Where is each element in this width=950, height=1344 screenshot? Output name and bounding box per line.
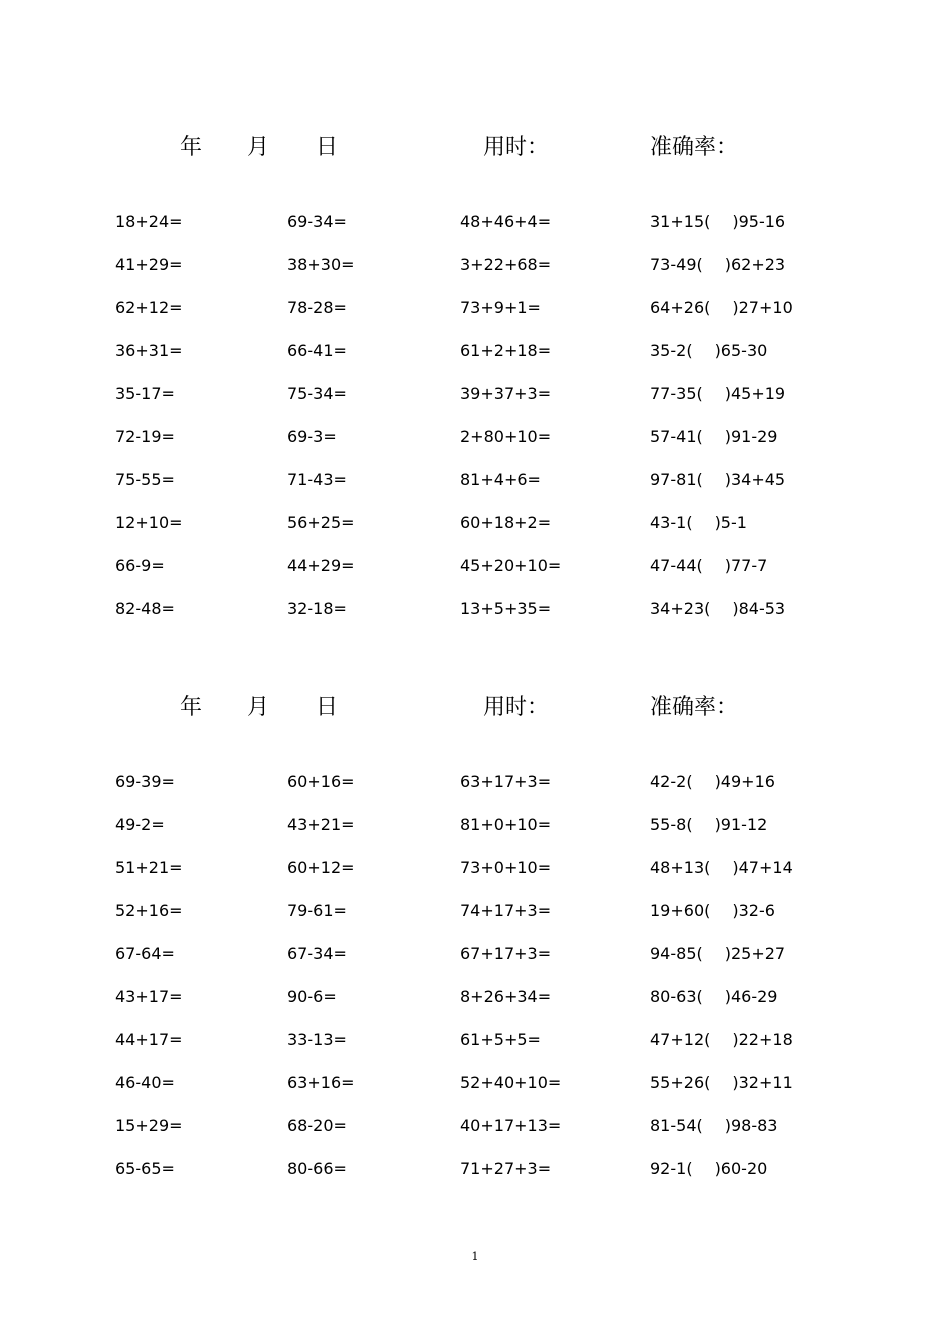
comparison-left: 64+26( bbox=[650, 298, 711, 317]
arithmetic-problem: 43+17= bbox=[115, 987, 183, 1006]
header-time-label: 用时： bbox=[483, 695, 550, 720]
comparison-left: 73-49( bbox=[650, 255, 703, 274]
comparison-left: 31+15( bbox=[650, 212, 711, 231]
arithmetic-problem: 71-43= bbox=[287, 470, 347, 489]
comparison-left: 35-2( bbox=[650, 341, 693, 360]
arithmetic-problem: 62+12= bbox=[115, 298, 183, 317]
comparison-problem bbox=[650, 384, 785, 404]
worksheet-section bbox=[0, 690, 950, 1230]
comparison-right: )32-6 bbox=[732, 901, 775, 920]
arithmetic-problem: 61+5+5= bbox=[460, 1030, 541, 1049]
comparison-left: 94-85( bbox=[650, 944, 703, 963]
comparison-problem bbox=[650, 772, 775, 792]
comparison-left: 92-1( bbox=[650, 1159, 693, 1178]
arithmetic-problem: 66-41= bbox=[287, 341, 347, 360]
comparison-problem bbox=[650, 944, 785, 964]
arithmetic-problem: 63+17+3= bbox=[460, 772, 552, 791]
comparison-left: 97-81( bbox=[650, 470, 703, 489]
problem-row bbox=[0, 815, 950, 858]
problem-grid bbox=[0, 772, 950, 1202]
comparison-right: )84-53 bbox=[732, 599, 786, 618]
header-year-label: 年 bbox=[180, 135, 203, 160]
arithmetic-problem: 43+21= bbox=[287, 815, 355, 834]
arithmetic-problem: 40+17+13= bbox=[460, 1116, 562, 1135]
problem-row bbox=[0, 255, 950, 298]
comparison-left: 77-35( bbox=[650, 384, 703, 403]
comparison-left: 34+23( bbox=[650, 599, 711, 618]
problem-grid bbox=[0, 212, 950, 642]
comparison-right: )45+19 bbox=[724, 384, 786, 403]
comparison-right: )49+16 bbox=[714, 772, 775, 791]
arithmetic-problem: 49-2= bbox=[115, 815, 165, 834]
arithmetic-problem: 38+30= bbox=[287, 255, 355, 274]
header-day-label: 日 bbox=[316, 135, 339, 160]
arithmetic-problem: 78-28= bbox=[287, 298, 347, 317]
arithmetic-problem: 35-17= bbox=[115, 384, 175, 403]
comparison-right: )77-7 bbox=[724, 556, 768, 575]
comparison-right: )98-83 bbox=[724, 1116, 778, 1135]
problem-row bbox=[0, 298, 950, 341]
comparison-problem bbox=[650, 470, 785, 490]
arithmetic-problem: 81+0+10= bbox=[460, 815, 552, 834]
problem-row bbox=[0, 384, 950, 427]
header-accuracy-label: 准确率： bbox=[650, 135, 739, 160]
comparison-left: 48+13( bbox=[650, 858, 711, 877]
arithmetic-problem: 44+17= bbox=[115, 1030, 183, 1049]
arithmetic-problem: 18+24= bbox=[115, 212, 183, 231]
arithmetic-problem: 74+17+3= bbox=[460, 901, 552, 920]
problem-row bbox=[0, 1159, 950, 1202]
arithmetic-problem: 75-34= bbox=[287, 384, 347, 403]
arithmetic-problem: 60+12= bbox=[287, 858, 355, 877]
comparison-problem bbox=[650, 1073, 793, 1093]
comparison-right: )32+11 bbox=[732, 1073, 793, 1092]
header-month-label: 月 bbox=[247, 695, 270, 720]
comparison-problem bbox=[650, 298, 793, 318]
arithmetic-problem: 79-61= bbox=[287, 901, 347, 920]
arithmetic-problem: 51+21= bbox=[115, 858, 183, 877]
comparison-left: 19+60( bbox=[650, 901, 711, 920]
arithmetic-problem: 80-66= bbox=[287, 1159, 347, 1178]
arithmetic-problem: 39+37+3= bbox=[460, 384, 552, 403]
comparison-right: )22+18 bbox=[732, 1030, 793, 1049]
arithmetic-problem: 69-34= bbox=[287, 212, 347, 231]
arithmetic-problem: 56+25= bbox=[287, 513, 355, 532]
comparison-problem bbox=[650, 987, 777, 1007]
arithmetic-problem: 69-3= bbox=[287, 427, 337, 446]
arithmetic-problem: 73+9+1= bbox=[460, 298, 541, 317]
section-header bbox=[0, 130, 950, 170]
arithmetic-problem: 81+4+6= bbox=[460, 470, 541, 489]
arithmetic-problem: 45+20+10= bbox=[460, 556, 562, 575]
arithmetic-problem: 44+29= bbox=[287, 556, 355, 575]
comparison-right: )60-20 bbox=[714, 1159, 768, 1178]
comparison-problem bbox=[650, 815, 767, 835]
header-accuracy-label: 准确率： bbox=[650, 695, 739, 720]
arithmetic-problem: 60+18+2= bbox=[460, 513, 552, 532]
problem-row bbox=[0, 1073, 950, 1116]
arithmetic-problem: 46-40= bbox=[115, 1073, 175, 1092]
comparison-left: 55+26( bbox=[650, 1073, 711, 1092]
arithmetic-problem: 41+29= bbox=[115, 255, 183, 274]
problem-row bbox=[0, 341, 950, 384]
comparison-left: 57-41( bbox=[650, 427, 703, 446]
comparison-left: 43-1( bbox=[650, 513, 693, 532]
comparison-right: )95-16 bbox=[732, 212, 786, 231]
arithmetic-problem: 63+16= bbox=[287, 1073, 355, 1092]
comparison-right: )46-29 bbox=[724, 987, 778, 1006]
arithmetic-problem: 12+10= bbox=[115, 513, 183, 532]
arithmetic-problem: 3+22+68= bbox=[460, 255, 552, 274]
worksheet-section bbox=[0, 130, 950, 670]
problem-row bbox=[0, 944, 950, 987]
problem-row bbox=[0, 470, 950, 513]
comparison-problem bbox=[650, 1030, 793, 1050]
arithmetic-problem: 68-20= bbox=[287, 1116, 347, 1135]
problem-row bbox=[0, 599, 950, 642]
arithmetic-problem: 82-48= bbox=[115, 599, 175, 618]
arithmetic-problem: 66-9= bbox=[115, 556, 165, 575]
comparison-left: 55-8( bbox=[650, 815, 693, 834]
arithmetic-problem: 61+2+18= bbox=[460, 341, 552, 360]
problem-row bbox=[0, 772, 950, 815]
problem-row bbox=[0, 858, 950, 901]
arithmetic-problem: 8+26+34= bbox=[460, 987, 552, 1006]
comparison-problem bbox=[650, 513, 747, 533]
comparison-right: )25+27 bbox=[724, 944, 786, 963]
problem-row bbox=[0, 556, 950, 599]
comparison-left: 42-2( bbox=[650, 772, 693, 791]
arithmetic-problem: 33-13= bbox=[287, 1030, 347, 1049]
problem-row bbox=[0, 901, 950, 944]
comparison-right: )27+10 bbox=[732, 298, 793, 317]
arithmetic-problem: 2+80+10= bbox=[460, 427, 552, 446]
comparison-problem bbox=[650, 1159, 767, 1179]
comparison-left: 81-54( bbox=[650, 1116, 703, 1135]
comparison-right: )5-1 bbox=[714, 513, 747, 532]
problem-row bbox=[0, 212, 950, 255]
comparison-problem bbox=[650, 255, 785, 275]
comparison-right: )34+45 bbox=[724, 470, 786, 489]
arithmetic-problem: 90-6= bbox=[287, 987, 337, 1006]
arithmetic-problem: 71+27+3= bbox=[460, 1159, 552, 1178]
problem-row bbox=[0, 427, 950, 470]
header-day-label: 日 bbox=[316, 695, 339, 720]
comparison-problem bbox=[650, 341, 767, 361]
comparison-right: )91-29 bbox=[724, 427, 778, 446]
comparison-problem bbox=[650, 858, 793, 878]
problem-row bbox=[0, 1030, 950, 1073]
comparison-left: 47+12( bbox=[650, 1030, 711, 1049]
comparison-left: 47-44( bbox=[650, 556, 703, 575]
comparison-right: )62+23 bbox=[724, 255, 786, 274]
arithmetic-problem: 48+46+4= bbox=[460, 212, 552, 231]
arithmetic-problem: 67-34= bbox=[287, 944, 347, 963]
comparison-problem bbox=[650, 901, 775, 921]
arithmetic-problem: 65-65= bbox=[115, 1159, 175, 1178]
comparison-problem bbox=[650, 212, 785, 232]
arithmetic-problem: 72-19= bbox=[115, 427, 175, 446]
arithmetic-problem: 69-39= bbox=[115, 772, 175, 791]
arithmetic-problem: 15+29= bbox=[115, 1116, 183, 1135]
comparison-problem bbox=[650, 1116, 777, 1136]
comparison-problem bbox=[650, 556, 767, 576]
comparison-problem bbox=[650, 599, 785, 619]
header-time-label: 用时： bbox=[483, 135, 550, 160]
arithmetic-problem: 73+0+10= bbox=[460, 858, 552, 877]
section-header bbox=[0, 690, 950, 730]
arithmetic-problem: 67-64= bbox=[115, 944, 175, 963]
arithmetic-problem: 75-55= bbox=[115, 470, 175, 489]
arithmetic-problem: 60+16= bbox=[287, 772, 355, 791]
arithmetic-problem: 52+16= bbox=[115, 901, 183, 920]
comparison-right: )47+14 bbox=[732, 858, 793, 877]
problem-row bbox=[0, 1116, 950, 1159]
arithmetic-problem: 67+17+3= bbox=[460, 944, 552, 963]
comparison-problem bbox=[650, 427, 777, 447]
arithmetic-problem: 32-18= bbox=[287, 599, 347, 618]
header-month-label: 月 bbox=[247, 135, 270, 160]
comparison-left: 80-63( bbox=[650, 987, 703, 1006]
header-year-label: 年 bbox=[180, 695, 203, 720]
problem-row bbox=[0, 513, 950, 556]
comparison-right: )65-30 bbox=[714, 341, 768, 360]
page-number: 1 bbox=[471, 1250, 479, 1263]
arithmetic-problem: 36+31= bbox=[115, 341, 183, 360]
arithmetic-problem: 13+5+35= bbox=[460, 599, 552, 618]
arithmetic-problem: 52+40+10= bbox=[460, 1073, 562, 1092]
problem-row bbox=[0, 987, 950, 1030]
comparison-right: )91-12 bbox=[714, 815, 768, 834]
